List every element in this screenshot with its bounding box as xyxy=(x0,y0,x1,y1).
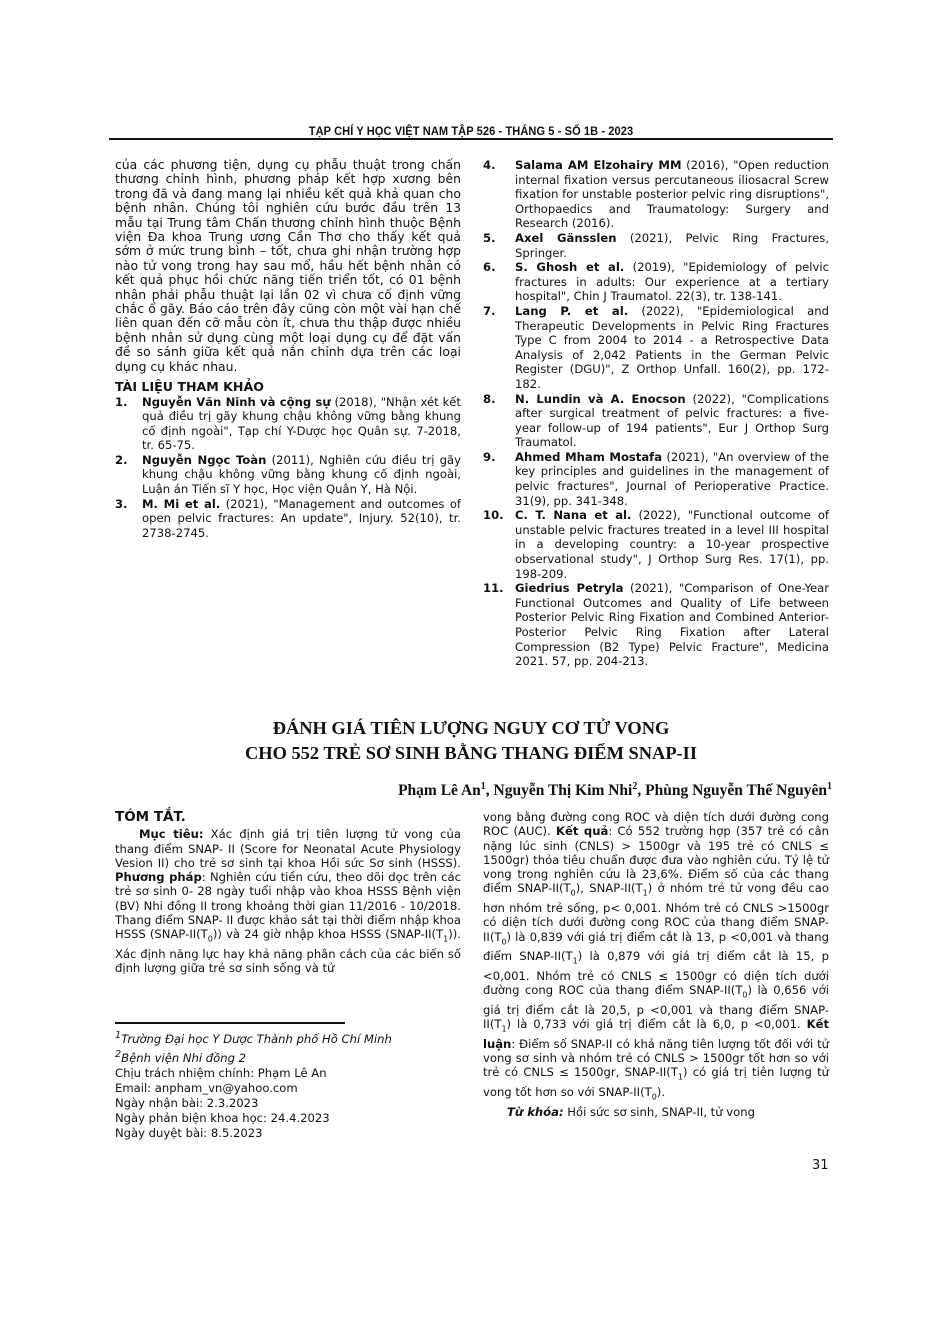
conclusion-paragraph: của các phương tiện, dụng cụ phẫu thuật trong chấn thương chỉnh hình, phương pháp kết hợp xương bên trong đã và đang mang lại nhiều kết quả khả quan cho bệnh nhân. Chúng tôi nghiên cứu bước đầu trên 13 mẫu tại Trung tâm Chấn thương chỉnh hình thuộc Bệnh viện Đa khoa Trung ương Cần Thơ cho thấy kết quả sớm ở mức trung bình – tốt, chưa ghi nhận trường hợp nào tử vong trong hay sau mổ, hầu hết bệnh nhân có kết quả phục hồi chức năng tiến triển tốt, có 01 bệnh nhân phải phẫu thuật lại lần 02 vì chưa cố định vững chắc ổ gãy. Báo cáo trên đây cũng còn một vài hạn chế liên quan đến cỡ mẫu còn ít, chưa thu thập được nhiều bệnh nhân sử dụng cùng một loại dụng cụ để đặt vấn đề so sánh giữa kết quả nắn chỉnh dựa trên các loại dụng cụ khác nhau. xyxy=(115,157,461,374)
page-number: 31 xyxy=(812,1158,829,1173)
left-column xyxy=(115,158,461,540)
abstract-heading: TÓM TẮT. xyxy=(115,809,186,825)
reference-item: 4. Salama AM Elzohairy MM (2016), "Open reduction internal fixation versus percutaneous iliosacral Screw fixation for unstable posterior pelvic ring disruptions", Orthopaedics and Traumatology: Surgery and Research (2016). xyxy=(483,158,829,231)
received-date: Ngày nhận bài: 2.3.2023 xyxy=(115,1095,259,1110)
reference-item: 2. Nguyễn Ngọc Toàn (2011), Nghiên cứu điều trị gãy khung chậu không vững bằng khung cố định ngoài, Luận án Tiến sĩ Y học, Học viện Quân Y, Hà Nội. xyxy=(115,452,461,497)
author-list xyxy=(398,781,832,800)
review-date: Ngày phản biện khoa học: 24.4.2023 xyxy=(115,1110,330,1125)
running-header: TẠP CHÍ Y HỌC VIỆT NAM TẬP 526 - THÁNG 5 - SỐ 1B - 2023 xyxy=(308,124,634,138)
reference-item: 6. S. Ghosh et al. (2019), "Epidemiology of pelvic fractures in adults: Our experience at a tertiary hospital", Chin J Traumatol. 22(3), tr. 138-141. xyxy=(483,260,829,304)
footnote-rule xyxy=(115,1022,345,1024)
reference-item: 9. Ahmed Mham Mostafa (2021), "An overview of the key principles and guidelines in the management of pelvic fractures", Journal of Perioperative Practice. 31(9), pp. 341-348. xyxy=(483,449,829,508)
email: Email: anpham_vn@yahoo.com xyxy=(115,1080,298,1095)
header-rule xyxy=(109,138,833,140)
reference-item: 11. Giedrius Petryla (2021), "Comparison of One-Year Functional Outcomes and Quality of Life between Posterior Pelvic Ring Fixation and Combined Anterior-Posterior Pelvic Ring Fixation after Lateral Compression (B2 Type) Pelvic Fracture", Medicina 2021. 57, pp. 204-213. xyxy=(483,581,829,669)
keywords: Từ khóa: Hồi sức sơ sinh, SNAP-II, tử vong xyxy=(507,1104,755,1119)
footnotes xyxy=(115,1028,461,1141)
author: Nguyễn Thị Kim Nhi$^2$, xyxy=(493,781,646,800)
reference-item: 3. M. Mi et al. (2021), "Management and outcomes of open pelvic fractures: An update", Injury. 52(10), tr. 2738-2745. xyxy=(115,496,461,540)
reference-list-right xyxy=(483,158,829,669)
abstract-results: vong bằng đường cong ROC và diện tích dưới đường cong ROC (AUC). Kết quả: Có 552 trường hợp (357 trẻ có cân nặng lúc sinh (CNLS) > 1500gr và 195 trẻ có CNLS ≤ 1500gr) thỏa tiêu chuẩn được đưa vào nghiên cứu. Tỷ lệ tử vong trong nghiên cứu là 23,6%. Điểm số của các thang điểm SNAP-$II(T_0)$, SNAP-$II(T_1)$ ở nhóm trẻ tử vong đều cao hơn nhóm trẻ sống, p< 0,001. Nhóm trẻ có CNLS >1500gr có diện tích dưới đường cong ROC của thang điểm SNAP-$II(T_0)$ là 0,839 với giá trị điểm cắt là 13, p <0,001 và thang điểm SNAP-$II(T_1)$ là 0,879 với giá trị điểm cắt là 15, p <0,001. Nhóm trẻ có CNLS ≤ 1500gr có diện tích dưới đường cong ROC của thang điểm SNAP-$II(T_0)$ là 0,656 với giá trị điểm cắt là 20,5, p <0,001 và thang điểm SNAP-$II(T_1)$ là 0,733 với giá trị điểm cắt là 6,0, p <0,001. Kết luận: Điểm số SNAP-II có khả năng tiên lượng tốt đối với tử vong sơ sinh và nhóm trẻ có CNLS > 1500gr tốt hơn so với trẻ có CNLS ≤ 1500gr, SNAP-$II(T_1)$ có giá trị tiên lượng tử vong tốt hơn so với SNAP-$II(T_0)$. xyxy=(483,810,830,1102)
reference-item: 7. Lang P. et al. (2022), "Epidemiological and Therapeutic Developments in Pelvic Ring Fractures Type C from 2004 to 2014 - a Retrospective Data Analysis of 2,042 Patients in the German Pelvic Register (DGU)", Z Orthop Unfall. 160(2), pp. 172-182. xyxy=(483,303,829,391)
references-heading: TÀI LIỆU THAM KHẢO xyxy=(115,379,264,395)
right-column xyxy=(483,158,829,669)
article-title: ĐÁNH GIÁ TIÊN LƯỢNG NGUY CƠ TỬ VONG CHO 552 TRẺ SƠ SINH BẰNG THANG ĐIỂM SNAP-II xyxy=(244,718,697,763)
accepted-date: Ngày duyệt bài: 8.5.2023 xyxy=(115,1125,263,1140)
affiliation-2: $^2$Bệnh viện Nhi đồng 2 xyxy=(115,1048,247,1065)
corresponding-author: Chịu trách nhiệm chính: Phạm Lê An xyxy=(115,1065,327,1080)
affiliation-1: $^1$Trường Đại học Y Dược Thành phố Hồ Chí Minh xyxy=(115,1030,392,1046)
author: Phùng Nguyễn Thế Nguyên$^1$ xyxy=(645,781,832,800)
abstract-right xyxy=(483,810,829,1119)
abstract-paragraph: Mục tiêu: Xác định giá trị tiên lượng tử vong của thang điểm SNAP- II (Score for Neonatal Acute Physiology Vesion II) cho trẻ sơ sinh tại khoa Hồi sức Sơ sinh (HSSS). Phương pháp: Nghiên cứu tiền cứu, theo dõi dọc trên các trẻ sơ sinh 0- 28 ngày tuổi nhập vào khoa HSSS Bệnh viện (BV) Nhi đồng II trong khoảng thời gian 11/2016 - 10/2018. Thang điểm SNAP- II được khảo sát tại thời điểm nhập khoa HSSS $(SNAP-II(T_0))$ và 24 giờ nhập khoa HSSS $(SNAP-II(T_1))$. Xác định năng lực hay khả năng phân cách của các biến số định lượng giữa trẻ sơ sinh sống và tử xyxy=(115,827,462,976)
reference-item: 5. Axel Gänsslen (2021), Pelvic Ring Fractures, Springer. xyxy=(483,230,830,260)
reference-item: 8. N. Lundin và A. Enocson (2022), "Complications after surgical treatment of pelvic fractures: a five-year follow-up of 194 patients", Eur J Orthop Surg Traumatol. xyxy=(483,391,829,450)
reference-item: 10. C. T. Nana et al. (2022), "Functional outcome of unstable pelvic fractures treated in a level III hospital in a developing country: a 10-year prospective observational study", J Orthop Surg Res. 17(1), pp. 198-209. xyxy=(483,508,829,581)
reference-list-left xyxy=(115,395,461,541)
author: Phạm Lê An$^1$, xyxy=(398,781,494,800)
reference-item: 1. Nguyễn Văn Ninh và cộng sự (2018), "Nhận xét kết quả điều trị gãy khung chậu không vững bằng khung cố định ngoài", Tạp chí Y-Dược học Quân sự. 7-2018, tr. 65-75. xyxy=(115,394,461,453)
abstract-left xyxy=(115,810,461,976)
